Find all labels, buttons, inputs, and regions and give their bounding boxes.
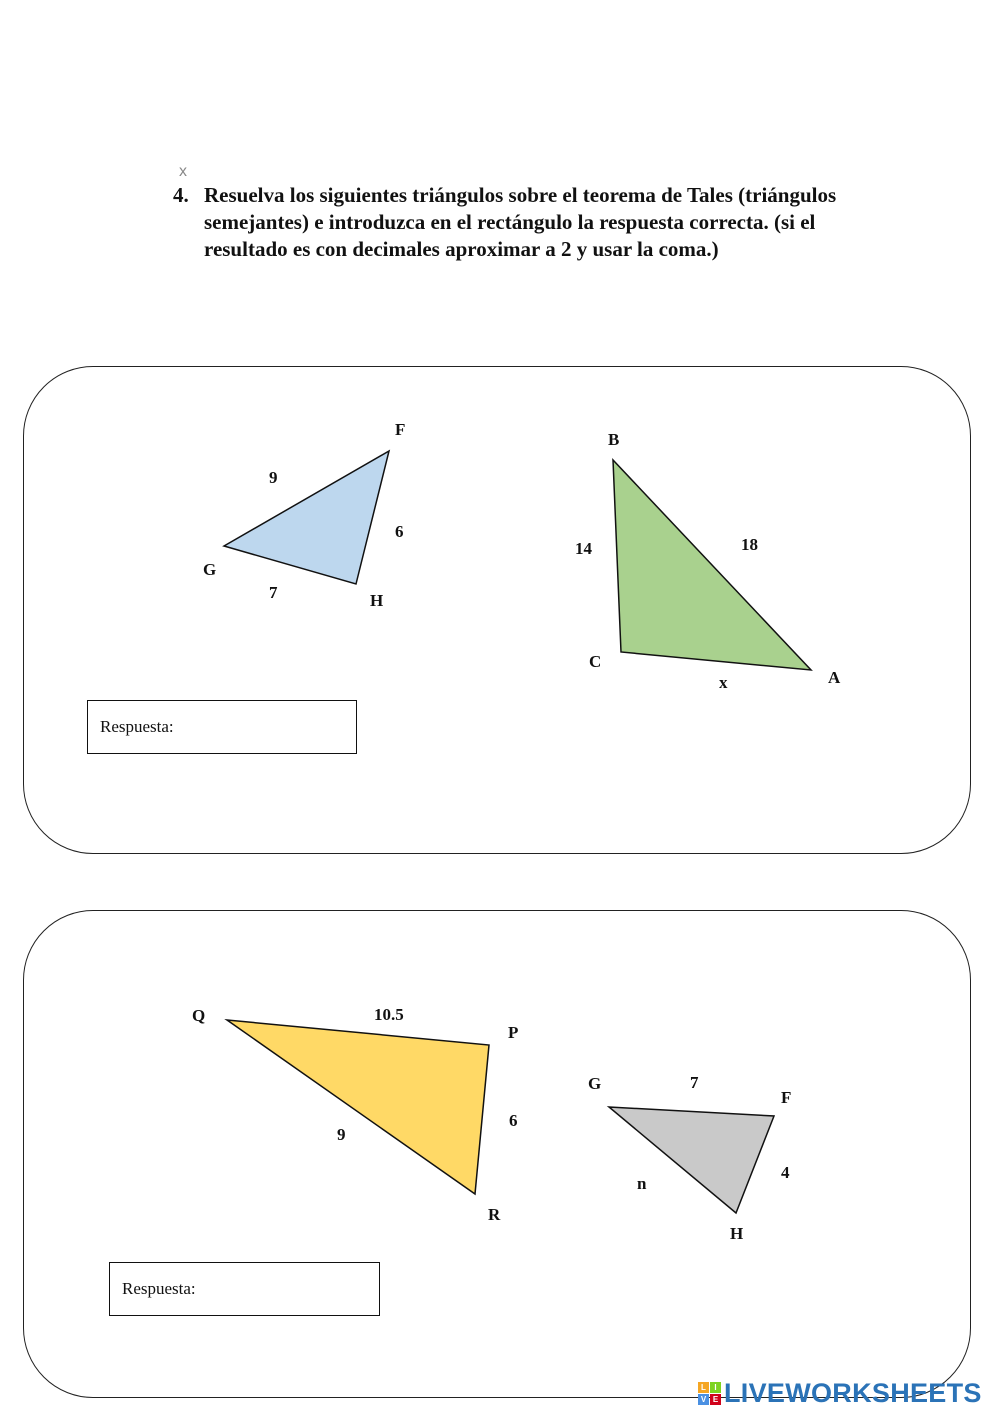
- side-fh-ex1: 6: [395, 522, 404, 541]
- side-qr-ex2: 9: [337, 1125, 346, 1144]
- side-ca-ex1: x: [719, 673, 728, 692]
- vertex-h-ex1: H: [370, 591, 384, 610]
- side-gf-ex2: 7: [690, 1073, 699, 1092]
- logo-text: LIVEWORKSHEETS: [724, 1377, 982, 1408]
- question-text: Resuelva los siguientes triángulos sobre el teorema de Tales (triángulos semejantes) e introduzca en el rectángulo la respuesta correcta. (si el resultado es con decimales aproximar a 2 y usar la coma.): [204, 183, 837, 261]
- side-pr-ex2: 6: [509, 1111, 518, 1130]
- answer-label-1: Respuesta:: [100, 717, 174, 736]
- vertex-c-ex1: C: [589, 652, 602, 671]
- logo-letter-v: V: [698, 1394, 709, 1405]
- vertex-g-ex1: G: [203, 560, 217, 579]
- question-number: 4.: [173, 183, 189, 207]
- logo-letter-e: E: [710, 1394, 721, 1405]
- side-gf-ex1: 9: [269, 468, 278, 487]
- vertex-q-ex2: Q: [192, 1006, 206, 1025]
- side-fh-ex2: 4: [781, 1163, 790, 1182]
- vertex-a-ex1: A: [828, 668, 841, 687]
- vertex-p-ex2: P: [508, 1023, 519, 1042]
- side-gh-ex2: n: [637, 1174, 647, 1193]
- liveworksheets-logo: [698, 1376, 982, 1410]
- logo-letter-i: I: [710, 1382, 721, 1393]
- side-qp-ex2: 10.5: [374, 1005, 404, 1024]
- vertex-f-ex1: F: [395, 420, 406, 439]
- answer-box-1[interactable]: [87, 700, 357, 754]
- side-gh-ex1: 7: [269, 583, 278, 602]
- vertex-g-ex2: G: [588, 1074, 602, 1093]
- logo-mark-icon: [698, 1382, 721, 1405]
- vertex-f-ex2: F: [781, 1088, 792, 1107]
- vertex-r-ex2: R: [488, 1205, 501, 1224]
- logo-letter-l: L: [698, 1382, 709, 1393]
- vertex-b-ex1: B: [608, 430, 620, 449]
- side-ba-ex1: 18: [741, 535, 758, 554]
- x-marker: x: [179, 163, 187, 180]
- answer-label-2: Respuesta:: [122, 1279, 196, 1298]
- triangle-fgh-ex1: [224, 451, 389, 584]
- triangle-abc-ex1: [613, 460, 811, 670]
- side-bc-ex1: 14: [575, 539, 592, 558]
- triangle-fgh-ex2: [609, 1107, 774, 1213]
- vertex-h-ex2: H: [730, 1224, 744, 1243]
- answer-box-2[interactable]: [109, 1262, 380, 1316]
- triangle-pqr-ex2: [227, 1020, 489, 1194]
